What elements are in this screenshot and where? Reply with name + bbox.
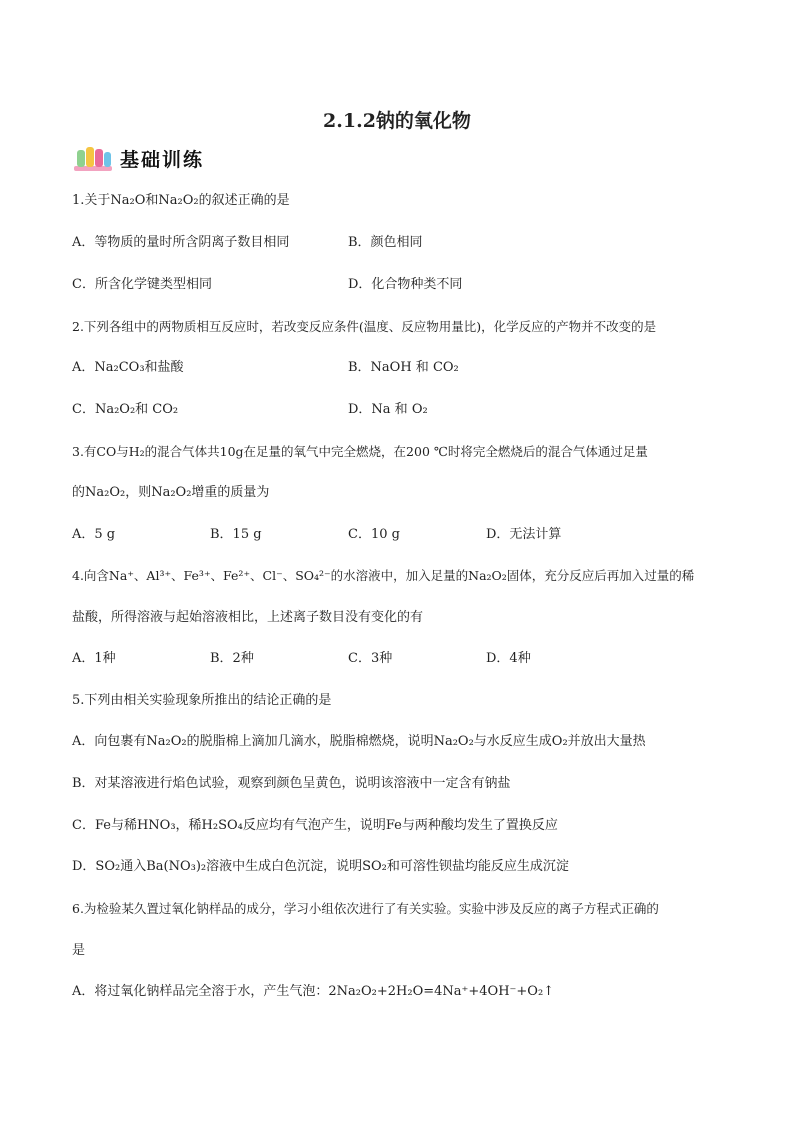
q1-option-a: A．等物质的量时所含阴离子数目相同 — [72, 235, 290, 250]
q2-option-a: A．Na₂CO₃和盐酸 — [72, 360, 184, 375]
q2-option-d: D．Na 和 O₂ — [348, 402, 428, 417]
question-2-stem: 2.下列各组中的两物质相互反应时，若改变反应条件(温度、反应物用量比)，化学反应的产物并不改变的是 — [72, 319, 657, 334]
q4-option-d: D．4种 — [486, 651, 531, 666]
question-4-stem-line1: 4.向含Na⁺、Al³⁺、Fe³⁺、Fe²⁺、Cl⁻、SO₄²⁻的水溶液中，加入足量的Na₂O₂固体，充分反应后再加入过量的稀 — [72, 568, 695, 583]
section-banner-label: 基础训练 — [120, 148, 205, 171]
question-4-stem-line2: 盐酸，所得溶液与起始溶液相比，上述离子数目没有变化的有 — [72, 610, 424, 625]
question-6-stem-line2: 是 — [72, 943, 86, 958]
q3-option-b: B．15 g — [210, 527, 262, 542]
question-3-stem-line2: 的Na₂O₂，则Na₂O₂增重的质量为 — [72, 485, 270, 500]
q5-option-b: B．对某溶液进行焰色试验，观察到颜色呈黄色，说明该溶液中一定含有钠盐 — [72, 776, 511, 791]
question-1-stem: 1.关于Na₂O和Na₂O₂的叙述正确的是 — [72, 193, 290, 208]
q4-option-b: B．2种 — [210, 651, 254, 666]
q5-option-d: D．SO₂通入Ba(NO₃)₂溶液中生成白色沉淀，说明SO₂和可溶性钡盐均能反应生成沉淀 — [72, 859, 569, 874]
section-banner — [72, 143, 204, 173]
q3-option-d: D．无法计算 — [486, 527, 562, 542]
page-title: 2.1.2钠的氧化物 — [323, 110, 471, 132]
q1-option-b: B．颜色相同 — [348, 235, 423, 250]
q3-option-c: C．10 g — [348, 527, 400, 542]
books-icon — [72, 144, 114, 172]
q5-option-a: A．向包裹有Na₂O₂的脱脂棉上滴加几滴水，脱脂棉燃烧，说明Na₂O₂与水反应生成O₂并放出大量热 — [72, 734, 646, 749]
q2-option-b: B．NaOH 和 CO₂ — [348, 360, 459, 375]
q2-option-c: C．Na₂O₂和 CO₂ — [72, 402, 179, 417]
question-5-stem: 5.下列由相关实验现象所推出的结论正确的是 — [72, 693, 332, 708]
q3-option-a: A．5 g — [72, 527, 116, 542]
q4-option-c: C．3种 — [348, 651, 393, 666]
q6-option-a: A．将过氧化钠样品完全溶于水，产生气泡：2Na₂O₂+2H₂O=4Na⁺+4OH⁻+O₂↑ — [72, 984, 555, 999]
question-6-stem-line1: 6.为检验某久置过氧化钠样品的成分，学习小组依次进行了有关实验。实验中涉及反应的离子方程式正确的 — [72, 901, 659, 916]
q5-option-c: C．Fe与稀HNO₃，稀H₂SO₄反应均有气泡产生，说明Fe与两种酸均发生了置换反应 — [72, 818, 558, 833]
question-3-stem-line1: 3.有CO与H₂的混合气体共10g在足量的氧气中完全燃烧，在200 ℃时将完全燃烧后的混合气体通过足量 — [72, 444, 648, 459]
q1-option-d: D．化合物种类不同 — [348, 277, 463, 292]
q1-option-c: C．所含化学键类型相同 — [72, 277, 212, 292]
q4-option-a: A．1种 — [72, 651, 116, 666]
